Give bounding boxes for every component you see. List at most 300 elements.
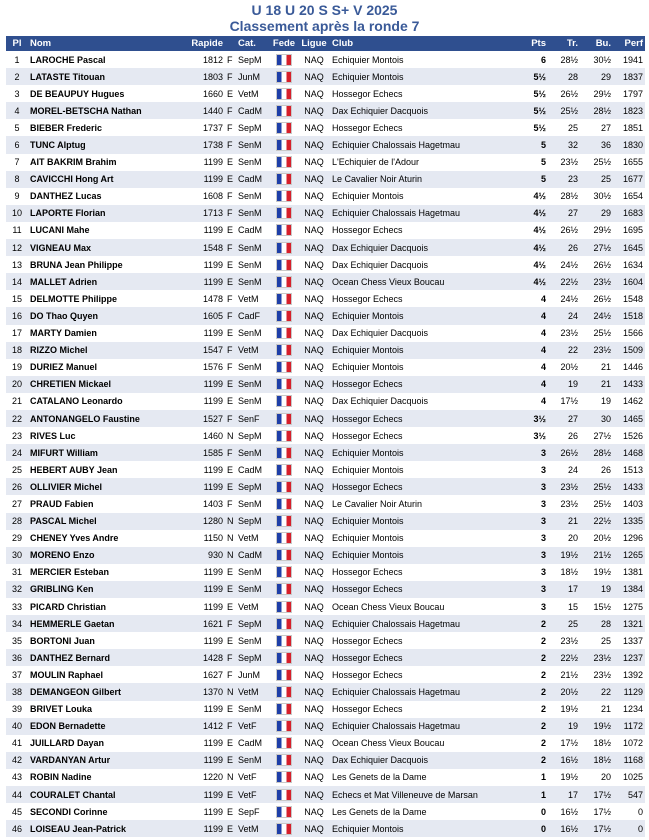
- rank-cell: 1: [6, 51, 28, 68]
- tiebreak-bu: 15½: [580, 598, 613, 615]
- tiebreak-bu: 25: [580, 171, 613, 188]
- league: NAQ: [298, 205, 330, 222]
- table-row[interactable]: [6, 171, 645, 188]
- player-name: CATALANO Leonardo: [28, 393, 188, 410]
- federation: [270, 256, 298, 273]
- rating-type: N: [225, 530, 236, 547]
- table-row[interactable]: [6, 615, 645, 632]
- category: SepM: [236, 427, 270, 444]
- player-name: EDON Bernadette: [28, 718, 188, 735]
- tiebreak-tr: 22: [548, 342, 580, 359]
- points: 2: [528, 701, 548, 718]
- federation: [270, 68, 298, 85]
- club-name: Echiquier Montois: [330, 547, 528, 564]
- table-row[interactable]: [6, 51, 645, 68]
- table-row[interactable]: [6, 239, 645, 256]
- table-row[interactable]: [6, 119, 645, 136]
- rapid-rating: 1440: [188, 102, 225, 119]
- tiebreak-bu: 25½: [580, 325, 613, 342]
- league: NAQ: [298, 803, 330, 820]
- tiebreak-tr: 23½: [548, 154, 580, 171]
- category: SenM: [236, 359, 270, 376]
- category: SenM: [236, 581, 270, 598]
- performance: 1830: [613, 136, 645, 153]
- tiebreak-bu: 19½: [580, 718, 613, 735]
- player-name: VIGNEAU Max: [28, 239, 188, 256]
- tiebreak-tr: 15: [548, 598, 580, 615]
- france-flag-icon: [276, 481, 292, 493]
- rapid-rating: 1803: [188, 68, 225, 85]
- club-name: Ocean Chess Vieux Boucau: [330, 735, 528, 752]
- rank-cell: 5: [6, 119, 28, 136]
- france-flag-icon: [276, 464, 292, 476]
- rank-cell: 16: [6, 307, 28, 324]
- rapid-rating: 1199: [188, 171, 225, 188]
- rapid-rating: 1199: [188, 273, 225, 290]
- table-row[interactable]: [6, 222, 645, 239]
- table-row[interactable]: [6, 820, 645, 837]
- tournament-title: U 18 U 20 S S+ V 2025: [251, 2, 398, 18]
- table-row[interactable]: [6, 444, 645, 461]
- rank-cell: 13: [6, 256, 28, 273]
- france-flag-icon: [276, 789, 292, 801]
- league: NAQ: [298, 598, 330, 615]
- france-flag-icon: [276, 823, 292, 835]
- player-name: LATASTE Titouan: [28, 68, 188, 85]
- tiebreak-bu: 19½: [580, 564, 613, 581]
- points: 5½: [528, 85, 548, 102]
- france-flag-icon: [276, 156, 292, 168]
- tiebreak-tr: 23½: [548, 478, 580, 495]
- rank-cell: 12: [6, 239, 28, 256]
- club-name: Ocean Chess Vieux Boucau: [330, 598, 528, 615]
- league: NAQ: [298, 102, 330, 119]
- france-flag-icon: [276, 327, 292, 339]
- table-row[interactable]: [6, 752, 645, 769]
- tiebreak-bu: 23½: [580, 666, 613, 683]
- league: NAQ: [298, 495, 330, 512]
- table-row[interactable]: [6, 273, 645, 290]
- federation: [270, 547, 298, 564]
- table-row[interactable]: [6, 718, 645, 735]
- table-row[interactable]: [6, 547, 645, 564]
- league: NAQ: [298, 564, 330, 581]
- performance: 1321: [613, 615, 645, 632]
- rating-type: F: [225, 205, 236, 222]
- tiebreak-bu: 24½: [580, 307, 613, 324]
- table-row[interactable]: [6, 256, 645, 273]
- federation: [270, 154, 298, 171]
- rating-type: E: [225, 786, 236, 803]
- points: 3½: [528, 410, 548, 427]
- france-flag-icon: [276, 447, 292, 459]
- player-name: BRIVET Louka: [28, 701, 188, 718]
- category: SenM: [236, 632, 270, 649]
- category: SepM: [236, 119, 270, 136]
- category: SepM: [236, 51, 270, 68]
- rapid-rating: 1280: [188, 513, 225, 530]
- federation: [270, 581, 298, 598]
- player-name: LAPORTE Florian: [28, 205, 188, 222]
- points: 5½: [528, 102, 548, 119]
- league: NAQ: [298, 119, 330, 136]
- performance: 0: [613, 803, 645, 820]
- rating-type: F: [225, 666, 236, 683]
- rank-cell: 45: [6, 803, 28, 820]
- tiebreak-tr: 23½: [548, 632, 580, 649]
- rapid-rating: 1199: [188, 632, 225, 649]
- france-flag-icon: [276, 618, 292, 630]
- club-name: Les Genets de la Dame: [330, 803, 528, 820]
- points: 4: [528, 376, 548, 393]
- league: NAQ: [298, 325, 330, 342]
- federation: [270, 290, 298, 307]
- table-row[interactable]: [6, 683, 645, 700]
- federation: [270, 444, 298, 461]
- points: 4½: [528, 222, 548, 239]
- tiebreak-bu: 26½: [580, 256, 613, 273]
- rapid-rating: 1220: [188, 769, 225, 786]
- federation: [270, 632, 298, 649]
- player-name: BORTONI Juan: [28, 632, 188, 649]
- table-row[interactable]: [6, 205, 645, 222]
- league: NAQ: [298, 307, 330, 324]
- performance: 1823: [613, 102, 645, 119]
- league: NAQ: [298, 666, 330, 683]
- rank-cell: 32: [6, 581, 28, 598]
- france-flag-icon: [276, 652, 292, 664]
- tiebreak-bu: 17½: [580, 803, 613, 820]
- league: NAQ: [298, 683, 330, 700]
- federation: [270, 718, 298, 735]
- rapid-rating: 1403: [188, 495, 225, 512]
- category: VetF: [236, 769, 270, 786]
- points: 4½: [528, 273, 548, 290]
- header-rapide[interactable]: Rapide: [188, 36, 225, 51]
- club-name: Dax Echiquier Dacquois: [330, 239, 528, 256]
- league: NAQ: [298, 136, 330, 153]
- federation: [270, 564, 298, 581]
- league: NAQ: [298, 222, 330, 239]
- category: SenM: [236, 188, 270, 205]
- rapid-rating: 1812: [188, 51, 225, 68]
- table-row[interactable]: [6, 803, 645, 820]
- rating-type: F: [225, 290, 236, 307]
- player-name: MIFURT William: [28, 444, 188, 461]
- table-row[interactable]: [6, 188, 645, 205]
- table-row[interactable]: [6, 410, 645, 427]
- table-row[interactable]: [6, 735, 645, 752]
- tiebreak-bu: 20: [580, 769, 613, 786]
- performance: 1433: [613, 478, 645, 495]
- league: NAQ: [298, 632, 330, 649]
- rapid-rating: 1199: [188, 154, 225, 171]
- tiebreak-tr: 20½: [548, 359, 580, 376]
- france-flag-icon: [276, 310, 292, 322]
- rank-cell: 22: [6, 410, 28, 427]
- club-name: Le Cavalier Noir Aturin: [330, 171, 528, 188]
- france-flag-icon: [276, 566, 292, 578]
- rating-type: E: [225, 85, 236, 102]
- table-row[interactable]: [6, 85, 645, 102]
- club-name: Les Genets de la Dame: [330, 769, 528, 786]
- header-fede[interactable]: Fede: [270, 36, 298, 51]
- table-row[interactable]: [6, 769, 645, 786]
- league: NAQ: [298, 171, 330, 188]
- points: 4: [528, 290, 548, 307]
- points: 0: [528, 803, 548, 820]
- federation: [270, 273, 298, 290]
- federation: [270, 85, 298, 102]
- table-row[interactable]: [6, 307, 645, 324]
- table-row[interactable]: [6, 393, 645, 410]
- france-flag-icon: [276, 293, 292, 305]
- league: NAQ: [298, 769, 330, 786]
- table-row[interactable]: [6, 564, 645, 581]
- header-club[interactable]: Club: [330, 36, 528, 51]
- club-name: Hossegor Echecs: [330, 290, 528, 307]
- table-row[interactable]: [6, 325, 645, 342]
- performance: 1465: [613, 410, 645, 427]
- league: NAQ: [298, 530, 330, 547]
- tiebreak-bu: 26: [580, 461, 613, 478]
- player-name: MOREL-BETSCHA Nathan: [28, 102, 188, 119]
- federation: [270, 803, 298, 820]
- club-name: Echiquier Montois: [330, 188, 528, 205]
- league: NAQ: [298, 649, 330, 666]
- league: NAQ: [298, 735, 330, 752]
- category: VetM: [236, 342, 270, 359]
- table-row[interactable]: [6, 136, 645, 153]
- tiebreak-tr: 16½: [548, 820, 580, 837]
- table-row[interactable]: [6, 786, 645, 803]
- performance: 1797: [613, 85, 645, 102]
- club-name: Le Cavalier Noir Aturin: [330, 495, 528, 512]
- player-name: BRUNA Jean Philippe: [28, 256, 188, 273]
- rapid-rating: 1199: [188, 598, 225, 615]
- rank-cell: 23: [6, 427, 28, 444]
- rapid-rating: 1478: [188, 290, 225, 307]
- tiebreak-bu: 28: [580, 615, 613, 632]
- table-row[interactable]: [6, 461, 645, 478]
- rating-type: E: [225, 461, 236, 478]
- table-row[interactable]: [6, 701, 645, 718]
- performance: 1234: [613, 701, 645, 718]
- tiebreak-tr: 20: [548, 530, 580, 547]
- club-name: Hossegor Echecs: [330, 85, 528, 102]
- performance: 547: [613, 786, 645, 803]
- category: JunM: [236, 666, 270, 683]
- performance: 1403: [613, 495, 645, 512]
- points: 5½: [528, 119, 548, 136]
- france-flag-icon: [276, 806, 292, 818]
- france-flag-icon: [276, 583, 292, 595]
- tiebreak-bu: 21½: [580, 547, 613, 564]
- header-nom[interactable]: Nom: [28, 36, 188, 51]
- player-name: PICARD Christian: [28, 598, 188, 615]
- league: NAQ: [298, 68, 330, 85]
- performance: 1513: [613, 461, 645, 478]
- league: NAQ: [298, 376, 330, 393]
- performance: 1446: [613, 359, 645, 376]
- league: NAQ: [298, 290, 330, 307]
- federation: [270, 51, 298, 68]
- ranking-subtitle: Classement après la ronde 7: [229, 18, 420, 34]
- rank-cell: 40: [6, 718, 28, 735]
- league: NAQ: [298, 718, 330, 735]
- rank-cell: 37: [6, 666, 28, 683]
- table-row[interactable]: [6, 290, 645, 307]
- header-bu[interactable]: Bu.: [580, 36, 613, 51]
- header-pl[interactable]: Pl: [6, 36, 28, 51]
- federation: [270, 171, 298, 188]
- tiebreak-bu: 29: [580, 68, 613, 85]
- player-name: AIT BAKRIM Brahim: [28, 154, 188, 171]
- player-name: MARTY Damien: [28, 325, 188, 342]
- tiebreak-tr: 24½: [548, 290, 580, 307]
- rapid-rating: 1737: [188, 119, 225, 136]
- tiebreak-tr: 17½: [548, 735, 580, 752]
- table-row[interactable]: [6, 513, 645, 530]
- rank-cell: 44: [6, 786, 28, 803]
- table-row[interactable]: [6, 154, 645, 171]
- league: NAQ: [298, 444, 330, 461]
- player-name: PRAUD Fabien: [28, 495, 188, 512]
- tiebreak-bu: 30½: [580, 51, 613, 68]
- points: 3: [528, 547, 548, 564]
- france-flag-icon: [276, 122, 292, 134]
- header-perf[interactable]: Perf: [613, 36, 645, 51]
- player-name: CHENEY Yves Andre: [28, 530, 188, 547]
- club-name: Echiquier Chalossais Hagetmau: [330, 136, 528, 153]
- federation: [270, 188, 298, 205]
- rating-type: N: [225, 683, 236, 700]
- points: 4½: [528, 205, 548, 222]
- table-row[interactable]: [6, 530, 645, 547]
- performance: 1168: [613, 752, 645, 769]
- table-row[interactable]: [6, 649, 645, 666]
- rapid-rating: 1199: [188, 564, 225, 581]
- rating-type: E: [225, 171, 236, 188]
- rapid-rating: 1738: [188, 136, 225, 153]
- league: NAQ: [298, 154, 330, 171]
- tiebreak-tr: 26½: [548, 222, 580, 239]
- category: SepM: [236, 615, 270, 632]
- tiebreak-tr: 24½: [548, 256, 580, 273]
- table-row[interactable]: [6, 342, 645, 359]
- points: 2: [528, 632, 548, 649]
- club-name: Dax Echiquier Dacquois: [330, 325, 528, 342]
- category: CadM: [236, 102, 270, 119]
- table-row[interactable]: [6, 359, 645, 376]
- performance: 1683: [613, 205, 645, 222]
- tiebreak-bu: 27: [580, 119, 613, 136]
- tiebreak-tr: 26: [548, 427, 580, 444]
- rating-type: F: [225, 188, 236, 205]
- performance: 1381: [613, 564, 645, 581]
- rapid-rating: 1199: [188, 786, 225, 803]
- tiebreak-tr: 16½: [548, 752, 580, 769]
- rank-cell: 2: [6, 68, 28, 85]
- tiebreak-tr: 19: [548, 376, 580, 393]
- category: SenM: [236, 376, 270, 393]
- table-row[interactable]: [6, 376, 645, 393]
- header-pts[interactable]: Pts: [528, 36, 548, 51]
- france-flag-icon: [276, 737, 292, 749]
- club-name: Dax Echiquier Dacquois: [330, 256, 528, 273]
- category: SenM: [236, 325, 270, 342]
- table-row[interactable]: [6, 598, 645, 615]
- tiebreak-tr: 23: [548, 171, 580, 188]
- club-name: Echiquier Montois: [330, 444, 528, 461]
- club-name: Hossegor Echecs: [330, 478, 528, 495]
- player-name: LAROCHE Pascal: [28, 51, 188, 68]
- france-flag-icon: [276, 207, 292, 219]
- tiebreak-tr: 26½: [548, 85, 580, 102]
- category: SenM: [236, 273, 270, 290]
- player-name: ROBIN Nadine: [28, 769, 188, 786]
- club-name: Hossegor Echecs: [330, 427, 528, 444]
- header-tr[interactable]: Tr.: [548, 36, 580, 51]
- points: 3: [528, 581, 548, 598]
- league: NAQ: [298, 461, 330, 478]
- federation: [270, 495, 298, 512]
- table-row[interactable]: [6, 68, 645, 85]
- table-row[interactable]: [6, 666, 645, 683]
- performance: 1468: [613, 444, 645, 461]
- rating-type: E: [225, 735, 236, 752]
- table-row[interactable]: [6, 495, 645, 512]
- tiebreak-tr: 26: [548, 239, 580, 256]
- performance: 1025: [613, 769, 645, 786]
- france-flag-icon: [276, 190, 292, 202]
- category: VetM: [236, 683, 270, 700]
- points: 3: [528, 444, 548, 461]
- table-row[interactable]: [6, 427, 645, 444]
- rank-cell: 35: [6, 632, 28, 649]
- rank-cell: 42: [6, 752, 28, 769]
- performance: 1526: [613, 427, 645, 444]
- points: 2: [528, 735, 548, 752]
- club-name: Echiquier Chalossais Hagetmau: [330, 615, 528, 632]
- category: SenM: [236, 136, 270, 153]
- rapid-rating: 1199: [188, 701, 225, 718]
- rank-cell: 30: [6, 547, 28, 564]
- federation: [270, 683, 298, 700]
- points: 3: [528, 513, 548, 530]
- table-row[interactable]: [6, 581, 645, 598]
- points: 4½: [528, 188, 548, 205]
- performance: 1548: [613, 290, 645, 307]
- header-cat[interactable]: Cat.: [236, 36, 270, 51]
- federation: [270, 752, 298, 769]
- points: 2: [528, 649, 548, 666]
- table-row[interactable]: [6, 632, 645, 649]
- header-ligue[interactable]: Ligue: [298, 36, 330, 51]
- club-name: Echiquier Montois: [330, 461, 528, 478]
- table-row[interactable]: [6, 478, 645, 495]
- rapid-rating: 1199: [188, 735, 225, 752]
- table-row[interactable]: [6, 102, 645, 119]
- france-flag-icon: [276, 686, 292, 698]
- tiebreak-bu: 29½: [580, 222, 613, 239]
- federation: [270, 735, 298, 752]
- player-name: MOULIN Raphael: [28, 666, 188, 683]
- rank-cell: 39: [6, 701, 28, 718]
- league: NAQ: [298, 85, 330, 102]
- rapid-rating: 930: [188, 547, 225, 564]
- league: NAQ: [298, 547, 330, 564]
